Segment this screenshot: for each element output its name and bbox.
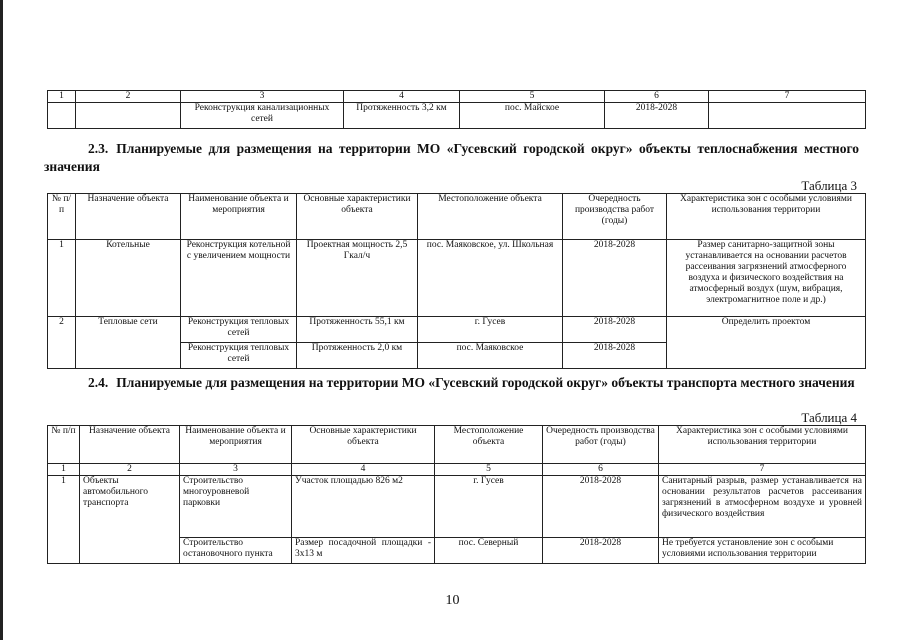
cell-period: 2018-2028 <box>563 317 667 343</box>
top-table <box>47 90 866 129</box>
header-cell: Очередность производства работ (годы) <box>543 426 659 464</box>
header-cell: № п/п <box>48 426 80 464</box>
index-cell: 2 <box>76 91 181 103</box>
cell-purpose: Объекты автомобильного транспорта <box>80 476 180 564</box>
cell-period: 2018-2028 <box>543 476 659 538</box>
cell-location: пос. Маяковское <box>418 343 563 369</box>
cell-period: 2018-2028 <box>605 103 709 129</box>
header-cell: Основные характеристики объекта <box>292 426 435 464</box>
cell-chars: Протяженность 3,2 км <box>344 103 460 129</box>
index-cell: 7 <box>709 91 866 103</box>
table-row <box>48 317 866 343</box>
index-cell: 4 <box>344 91 460 103</box>
index-cell: 3 <box>181 91 344 103</box>
index-cell: 2 <box>80 464 180 476</box>
table-3 <box>47 193 866 369</box>
table-row <box>48 240 866 317</box>
cell-period: 2018-2028 <box>543 538 659 564</box>
cell-chars: Участок площадью 826 м2 <box>292 476 435 538</box>
header-row <box>48 426 866 464</box>
cell-name: Реконструкция котельной с увеличением мощности <box>181 240 297 317</box>
cell-chars: Проектная мощность 2,5 Гкал/ч <box>297 240 418 317</box>
cell-purpose: Тепловые сети <box>76 317 181 369</box>
index-row <box>48 91 866 103</box>
header-cell: № п/п <box>48 194 76 240</box>
cell-period: 2018-2028 <box>563 343 667 369</box>
header-cell: Назначение объекта <box>76 194 181 240</box>
table-caption: Таблица 4 <box>801 410 857 425</box>
cell-num: 2 <box>48 317 76 369</box>
cell-name: Реконструкция тепловых сетей <box>181 343 297 369</box>
header-cell: Наименование объекта и мероприятия <box>181 194 297 240</box>
cell-location: г. Гусев <box>435 476 543 538</box>
cell-location: г. Гусев <box>418 317 563 343</box>
section-number: 2.3. <box>88 141 109 156</box>
cell-zone: Санитарный разрыв, размер устанавливается на основании результатов расчетов рассеивания загрязнений в атмосферном воздухе и уровней физического воздействия <box>659 476 866 538</box>
section-heading-2-3 <box>44 140 859 176</box>
index-row <box>48 464 866 476</box>
section-heading-2-4 <box>44 374 859 392</box>
table-4 <box>47 425 866 564</box>
cell-num: 1 <box>48 476 80 564</box>
cell-location: пос. Маяковское, ул. Школьная <box>418 240 563 317</box>
scan-edge <box>0 0 3 640</box>
cell-chars: Протяженность 55,1 км <box>297 317 418 343</box>
header-row <box>48 194 866 240</box>
cell-chars: Протяженность 2,0 км <box>297 343 418 369</box>
section-title: Планируемые для размещения на территории МО «Гусевский городской округ» объекты теплоснабжения местного значения <box>44 141 859 174</box>
index-cell: 7 <box>659 464 866 476</box>
cell-location: пос. Северный <box>435 538 543 564</box>
header-cell: Характеристика зон с особыми условиями использования территории <box>659 426 866 464</box>
section-title: Планируемые для размещения на территории МО «Гусевский городской округ» объекты транспорта местного значения <box>116 375 855 390</box>
index-cell: 6 <box>605 91 709 103</box>
table-row <box>48 476 866 538</box>
cell-zone: Не требуется установление зон с особыми условиями использования территории <box>659 538 866 564</box>
index-cell: 5 <box>435 464 543 476</box>
index-cell: 5 <box>460 91 605 103</box>
cell-name: Строительство многоуровневой парковки <box>180 476 292 538</box>
cell-name: Реконструкция канализационных сетей <box>181 103 344 129</box>
page-number: 10 <box>445 593 460 608</box>
table-row <box>48 103 866 129</box>
index-cell: 3 <box>180 464 292 476</box>
cell-period: 2018-2028 <box>563 240 667 317</box>
index-cell: 6 <box>543 464 659 476</box>
cell-name: Строительство остановочного пункта <box>180 538 292 564</box>
cell-name: Реконструкция тепловых сетей <box>181 317 297 343</box>
index-cell: 1 <box>48 91 76 103</box>
cell-chars: Размер посадочной площадки - 3х13 м <box>292 538 435 564</box>
index-cell: 1 <box>48 464 80 476</box>
header-cell: Очередность производства работ (годы) <box>563 194 667 240</box>
cell-location: пос. Майское <box>460 103 605 129</box>
header-cell: Местоположение объекта <box>418 194 563 240</box>
cell-empty <box>48 103 76 129</box>
cell-zone: Размер санитарно-защитной зоны устанавливается на основании расчетов рассеивания загрязнений атмосферного воздуха и физического воздействия на атмосферный воздух (шум, вибрация, электромагнитное поле и др.) <box>667 240 866 317</box>
cell-empty <box>76 103 181 129</box>
cell-num: 1 <box>48 240 76 317</box>
section-number: 2.4. <box>88 375 109 390</box>
header-cell: Наименование объекта и мероприятия <box>180 426 292 464</box>
header-cell: Назначение объекта <box>80 426 180 464</box>
cell-purpose: Котельные <box>76 240 181 317</box>
header-cell: Характеристика зон с особыми условиями использования территории <box>667 194 866 240</box>
header-cell: Местоположение объекта <box>435 426 543 464</box>
cell-zone <box>709 103 866 129</box>
table-caption: Таблица 3 <box>801 178 857 193</box>
index-cell: 4 <box>292 464 435 476</box>
cell-zone: Определить проектом <box>667 317 866 369</box>
header-cell: Основные характеристики объекта <box>297 194 418 240</box>
